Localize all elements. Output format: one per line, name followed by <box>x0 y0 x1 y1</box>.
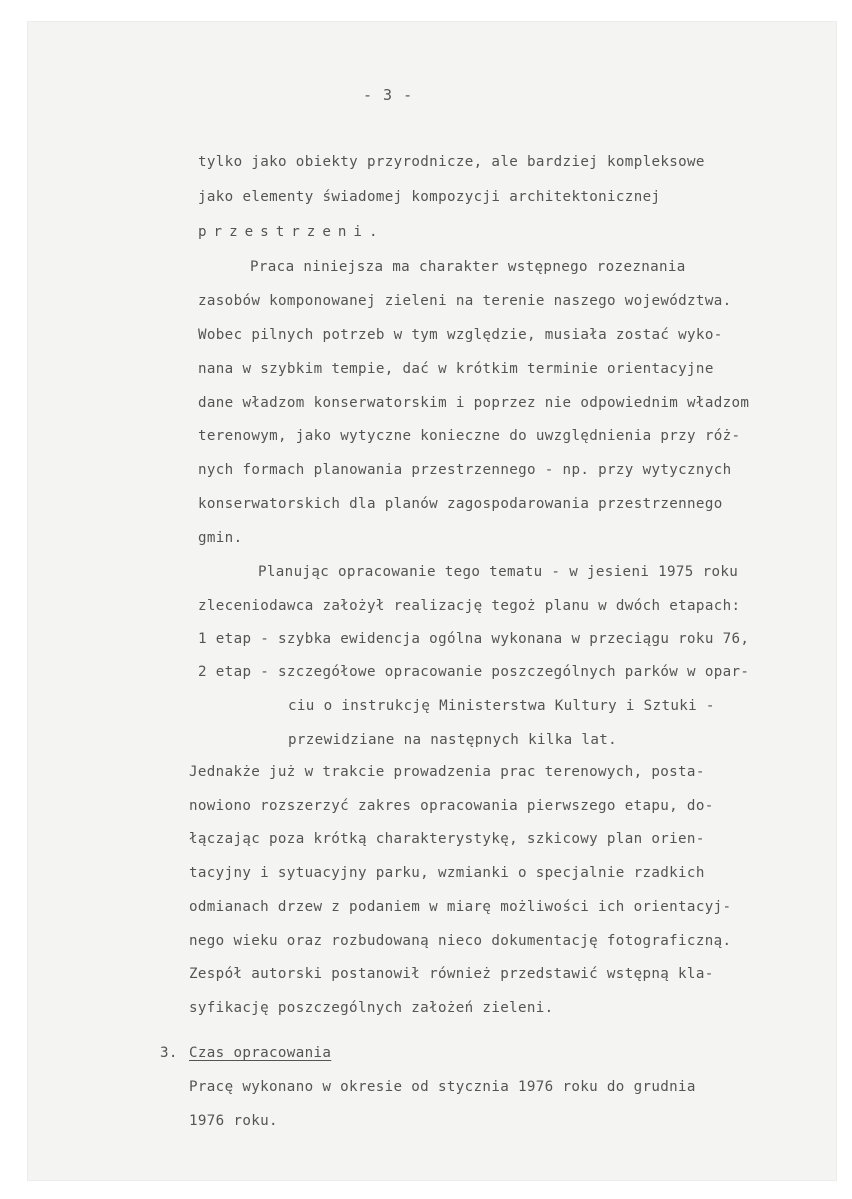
text-line: 1 etap - szybka ewidencja ogólna wykonana w przeciągu roku 76, <box>198 631 750 647</box>
text-line: Zespół autorski postanowił również przedstawić wstępną kla- <box>189 966 714 982</box>
text-line: 1976 roku. <box>189 1113 278 1129</box>
text-line: nowiono rozszerzyć zakres opracowania pierwszego etapu, do- <box>189 798 714 814</box>
text-line: przestrzeni. <box>198 224 385 240</box>
text-line: Wobec pilnych potrzeb w tym względzie, musiała zostać wyko- <box>198 327 723 343</box>
text-line: gmin. <box>198 530 243 546</box>
text-line: nego wieku oraz rozbudowaną nieco dokumentację fotograficzną. <box>189 933 732 949</box>
text-line: łączając poza krótką charakterystykę, szkicowy plan orien- <box>189 831 705 847</box>
text-line: syfikację poszczególnych założeń zieleni. <box>189 1000 554 1016</box>
text-line: konserwatorskich dla planów zagospodarowania przestrzennego <box>198 496 723 512</box>
text-line: tylko jako obiekty przyrodnicze, ale bardziej kompleksowe <box>198 154 705 170</box>
text-line: dane władzom konserwatorskim i poprzez nie odpowiednim władzom <box>198 395 750 411</box>
text-line: Praca niniejsza ma charakter wstępnego rozeznania <box>250 259 686 275</box>
section-number: 3. <box>160 1045 178 1061</box>
text-line: zleceniodawca założył realizację tegoż planu w dwóch etapach: <box>198 598 741 614</box>
section-heading: Czas opracowania <box>189 1045 332 1061</box>
text-line: Jednakże już w trakcie prowadzenia prac terenowych, posta- <box>189 764 705 780</box>
text-line: Planując opracowanie tego tematu - w jesieni 1975 roku <box>258 564 739 580</box>
page-number: - 3 - <box>363 86 414 104</box>
text-line: odmianach drzew z podaniem w miarę możliwości ich orientacyj- <box>189 899 732 915</box>
text-line: nana w szybkim tempie, dać w krótkim terminie orientacyjne <box>198 361 714 377</box>
text-line: przewidziane na następnych kilka lat. <box>288 732 617 748</box>
text-line: ciu o instrukcję Ministerstwa Kultury i Sztuki - <box>288 698 715 714</box>
text-line: terenowym, jako wytyczne konieczne do uwzględnienia przy róż- <box>198 428 741 444</box>
text-line: jako elementy świadomej kompozycji architektonicznej <box>198 189 661 205</box>
text-line: zasobów komponowanej zieleni na terenie naszego województwa. <box>198 293 732 309</box>
text-line: Pracę wykonano w okresie od stycznia 1976 roku do grudnia <box>189 1079 696 1095</box>
text-line: tacyjny i sytuacyjny parku, wzmianki o specjalnie rzadkich <box>189 865 705 881</box>
text-line: 2 etap - szczegółowe opracowanie poszczególnych parków w opar- <box>198 664 750 680</box>
text-line: nych formach planowania przestrzennego - np. przy wytycznych <box>198 462 732 478</box>
